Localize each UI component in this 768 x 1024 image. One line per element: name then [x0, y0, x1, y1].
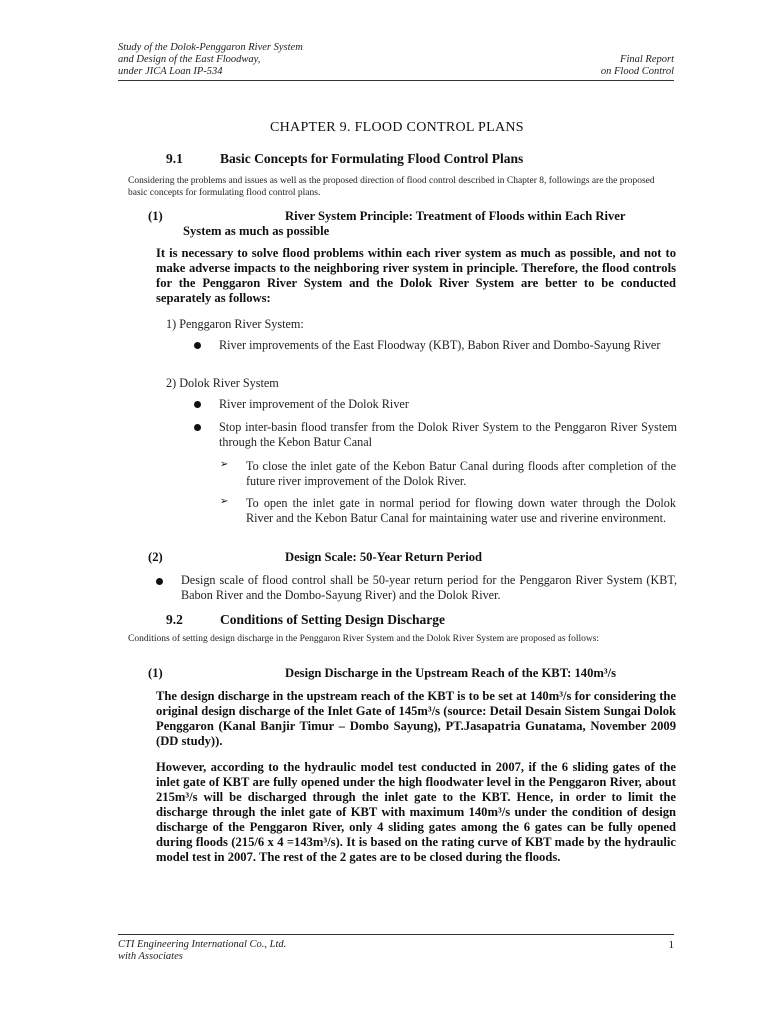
bullet-dot	[194, 424, 201, 431]
header-right-line1: Final Report	[620, 54, 674, 65]
discharge-paragraph-1: The design discharge in the upstream reach of the KBT is to be set at 140m³/s for considering the original design discharge of the Inlet Gate of 145m³/s (source: Detail Desain Sistem Sungai Dolok Penggaron (Kanal Banjir Timur – Dombo Sayung), PT.Jasapatria Gunatama, November 2009 (DD study)).	[156, 689, 676, 748]
sub-item-dolok: 2) Dolok River System	[166, 376, 279, 390]
footer-left	[118, 939, 418, 963]
header-right-line2: on Flood Control	[600, 66, 674, 77]
header-left-line1: Study of the Dolok-Penggaron River System	[118, 42, 303, 53]
header-rule	[118, 80, 674, 81]
sub-item-penggaron: 1) Penggaron River System:	[166, 317, 304, 331]
header-left-line2: and Design of the East Floodway,	[118, 54, 261, 65]
discharge-item-label: (1)	[148, 666, 163, 680]
section-9-2-number: 9.2	[166, 612, 183, 627]
footer-associates: with Associates	[118, 951, 183, 962]
header-right	[474, 54, 674, 78]
section-9-1-title: Basic Concepts for Formulating Flood Control Plans	[220, 151, 524, 166]
section-9-1-intro: Considering the problems and issues as well as the proposed direction of flood control described in Chapter 8, followings are the proposed basic concepts for formulating flood control plans.	[128, 176, 655, 198]
bullet-dot	[194, 401, 201, 408]
discharge-item-title: Design Discharge in the Upstream Reach of the KBT: 140m³/s	[285, 666, 617, 680]
item-1-title-a: River System Principle: Treatment of Floods within Each River	[285, 209, 626, 223]
bullet-design-scale: Design scale of flood control shall be 50-year return period for the Penggaron River System (KBT, Babon River and the Dombo-Sayung River) and the Dolok River.	[181, 573, 677, 602]
bullet-dot	[156, 578, 163, 585]
item-1-paragraph: It is necessary to solve flood problems within each river system as much as possible, and not to make adverse impacts to the neighboring river system in principle. Therefore, the flood controls for the Penggaron River System and the Dolok River System are better to be conducted separately as follows:	[156, 246, 676, 305]
bullet-stop-transfer: Stop inter-basin flood transfer from the Dolok River System to the Penggaron River System through the Kebon Batur Canal	[219, 420, 677, 449]
page-number: 1	[668, 939, 674, 951]
arrow-item-open-gate: To open the inlet gate in normal period for flowing down water through the Dolok River and the Kebon Batur Canal for maintaining water use and riverine environment.	[246, 496, 676, 525]
header-left-line3: under JICA Loan IP-534	[118, 66, 223, 77]
item-1-title-b: System as much as possible	[183, 224, 330, 238]
section-9-2-intro: Conditions of setting design discharge in the Penggaron River System and the Dolok River System are proposed as follows:	[128, 634, 600, 644]
bullet-dot	[194, 342, 201, 349]
footer-company: CTI Engineering International Co., Ltd.	[118, 939, 287, 950]
bullet-river-improvements-kbt: River improvements of the East Floodway (KBT), Babon River and Dombo-Sayung River	[219, 338, 661, 352]
section-9-1-number: 9.1	[166, 151, 183, 166]
chapter-title: CHAPTER 9. FLOOD CONTROL PLANS	[270, 120, 524, 135]
item-2-title: Design Scale: 50-Year Return Period	[285, 550, 483, 564]
item-1-label: (1)	[148, 209, 163, 223]
item-2-label: (2)	[148, 550, 163, 564]
bullet-dolok-improvement: River improvement of the Dolok River	[219, 397, 409, 411]
arrow-bullet-icon: ➢	[220, 459, 229, 470]
footer-rule	[118, 934, 674, 935]
arrow-item-close-gate: To close the inlet gate of the Kebon Batur Canal during floods after completion of the future river improvement of the Dolok River.	[246, 459, 676, 488]
arrow-bullet-icon: ➢	[220, 496, 229, 507]
discharge-paragraph-2: However, according to the hydraulic model test conducted in 2007, if the 6 sliding gates of the inlet gate of KBT are fully opened under the high floodwater level in the Penggaron River, about 215m³/s will be discharged through the inlet gate to the KBT. Hence, in order to limit the discharge through the inlet gate of KBT with maximum 140m³/s under the condition of design discharge of the Penggaron River, only 4 sliding gates among the 6 gates can be fully opened during floods (215/6 x 4 =143m³/s). It is based on the rating curve of KBT made by the hydraulic model test in 2007. The rest of the 2 gates are to be closed during the floods.	[156, 760, 676, 864]
header-left	[118, 42, 438, 78]
section-9-2-title: Conditions of Setting Design Discharge	[220, 612, 446, 627]
